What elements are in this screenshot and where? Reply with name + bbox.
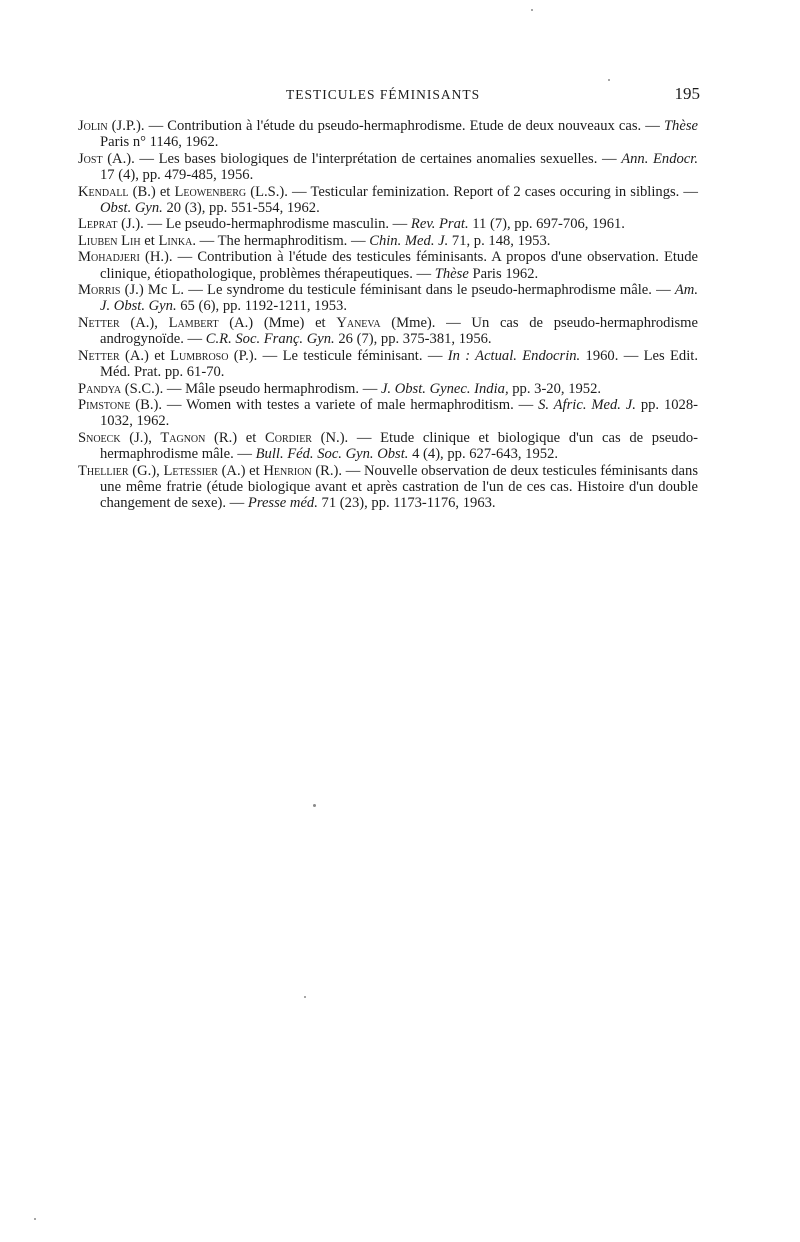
reference-entry <box>78 397 698 430</box>
reference-details: pp. 1028-1032, 1962. <box>100 396 698 430</box>
reference-entry <box>78 381 698 397</box>
reference-text: — Nouvelle observation de deux testicules féminisants dans une même fratrie (étude biologique avant et après castration de l'un de ces cas. Histoire d'un double changement de sexe). — <box>100 462 698 512</box>
reference-authors: Mohadjeri (H.). <box>78 249 173 266</box>
reference-entry <box>78 315 698 348</box>
scan-speck <box>531 9 533 11</box>
reference-details: 71 (23), pp. 1173-1176, 1963. <box>317 495 496 512</box>
reference-journal: Am. J. Obst. Gyn. <box>100 282 698 315</box>
reference-details: 17 (4), pp. 479-485, 1956. <box>100 167 254 184</box>
reference-entry <box>78 118 698 151</box>
page-number: 195 <box>674 84 700 103</box>
scan-speck <box>313 804 316 807</box>
reference-coauthors: Cordier (N.). <box>265 429 349 446</box>
reference-journal: Obst. Gyn. <box>100 200 163 217</box>
reference-details: 71, p. 148, 1953. <box>448 232 551 249</box>
reference-authors: Netter (A.), Lambert (A.) <box>78 314 254 331</box>
reference-conjunction-2: (Mme). <box>380 314 436 331</box>
reference-conjunction: (Mme) et <box>253 314 337 331</box>
reference-text: — Contribution à l'étude du pseudo-hermaphrodisme. Etude de deux nouveaux cas. — <box>144 118 664 134</box>
reference-text: — Les bases biologiques de l'interprétation de certaines anomalies sexuelles. — <box>134 150 622 167</box>
reference-conjunction: et <box>148 347 171 364</box>
reference-text: — Etude clinique et biologique d'un cas de pseudo-hermaphrodisme mâle. — <box>100 429 698 463</box>
reference-coauthors: Yaneva <box>336 314 381 331</box>
reference-coauthors: Linka. <box>158 232 196 249</box>
reference-text: — Le pseudo-hermaphrodisme masculin. — <box>143 216 411 233</box>
reference-entry <box>78 249 698 282</box>
reference-authors: Liuben Lih <box>78 232 141 249</box>
reference-entry <box>78 233 698 249</box>
reference-entry <box>78 348 698 381</box>
reference-authors: Pimstone (B.). <box>78 396 163 413</box>
reference-authors: Thellier (G.), Letessier (A.) <box>78 462 246 479</box>
reference-journal: C.R. Soc. Franç. Gyn. <box>205 331 335 348</box>
reference-conjunction: et <box>155 183 175 200</box>
reference-text: — Le syndrome du testicule féminisant dans le pseudo-hermaphrodisme mâle. — <box>184 282 675 299</box>
reference-text: — Contribution à l'étude des testicules féminisants. A propos d'une observation. Etude clinique, étiopathologique, problèmes thérapeutiques. — <box>100 249 698 282</box>
reference-details: 4 (4), pp. 627-643, 1952. <box>408 446 559 463</box>
reference-authors: Morris <box>78 282 121 299</box>
reference-entry <box>78 430 698 463</box>
running-title: TESTICULES FÉMINISANTS <box>286 87 481 102</box>
reference-text: — Mâle pseudo hermaphrodism. — <box>163 380 381 397</box>
reference-entry <box>78 282 698 315</box>
reference-conjunction: et <box>245 462 264 479</box>
reference-text: — Women with testes a variete of male hermaphroditism. — <box>162 396 539 413</box>
reference-details: 20 (3), pp. 551-554, 1962. <box>162 200 320 217</box>
reference-text: — Un cas de pseudo-hermaphrodisme androgynoïde. — <box>100 314 699 348</box>
reference-entry <box>78 184 698 217</box>
reference-journal: In : Actual. Endocrin. <box>447 347 581 364</box>
scan-speck <box>34 1218 36 1220</box>
reference-conjunction: et <box>140 232 159 249</box>
reference-list <box>78 118 698 512</box>
running-header <box>78 84 704 106</box>
reference-authors: Netter (A.) <box>78 347 149 364</box>
reference-text: — Le testicule féminisant. — <box>257 347 448 364</box>
reference-conjunction: (J.) Mc L. <box>120 282 185 299</box>
reference-journal: S. Afric. Med. J. <box>538 396 636 413</box>
reference-journal: Ann. Endocr. <box>621 150 698 167</box>
reference-coauthors: Lumbroso (P.). <box>170 347 258 364</box>
reference-authors: Leprat (J.). <box>78 216 144 233</box>
reference-journal: Thèse <box>663 118 698 134</box>
reference-details: pp. 3-20, 1952. <box>508 380 602 397</box>
scan-speck <box>304 996 306 998</box>
reference-journal: J. Obst. Gynec. India, <box>380 380 509 397</box>
reference-coauthors: Henrion (R.). <box>263 462 343 479</box>
reference-entry <box>78 151 698 184</box>
reference-conjunction: et <box>237 429 266 446</box>
reference-details: Paris n° 1146, 1962. <box>100 134 219 151</box>
reference-journal: Bull. Féd. Soc. Gyn. Obst. <box>255 446 409 463</box>
reference-authors: Jost (A.). <box>78 150 135 167</box>
reference-authors: Jolin (J.P.). <box>78 118 145 134</box>
reference-details: 1960. — Les Edit. Méd. Prat. pp. 61-70. <box>100 347 698 381</box>
reference-journal: Thèse <box>434 265 469 282</box>
reference-text: — Testicular feminization. Report of 2 cases occuring in siblings. — <box>287 183 699 200</box>
reference-coauthors: Leowenberg (L.S.). <box>174 183 288 200</box>
reference-details: 11 (7), pp. 697-706, 1961. <box>468 216 625 233</box>
reference-authors: Kendall (B.) <box>78 183 156 200</box>
reference-details: 65 (6), pp. 1192-1211, 1953. <box>176 298 347 315</box>
reference-authors: Snoeck (J.), Tagnon (R.) <box>78 429 238 446</box>
reference-authors: Pandya (S.C.). <box>78 380 164 397</box>
reference-entry <box>78 463 698 512</box>
reference-journal: Presse méd. <box>247 495 318 512</box>
reference-text: — The hermaphroditism. — <box>196 232 370 249</box>
scan-speck <box>608 79 610 81</box>
reference-journal: Rev. Prat. <box>410 216 469 233</box>
reference-details: 26 (7), pp. 375-381, 1956. <box>334 331 492 348</box>
reference-details: Paris 1962. <box>468 265 539 282</box>
reference-entry <box>78 216 698 232</box>
reference-journal: Chin. Med. J. <box>369 232 449 249</box>
